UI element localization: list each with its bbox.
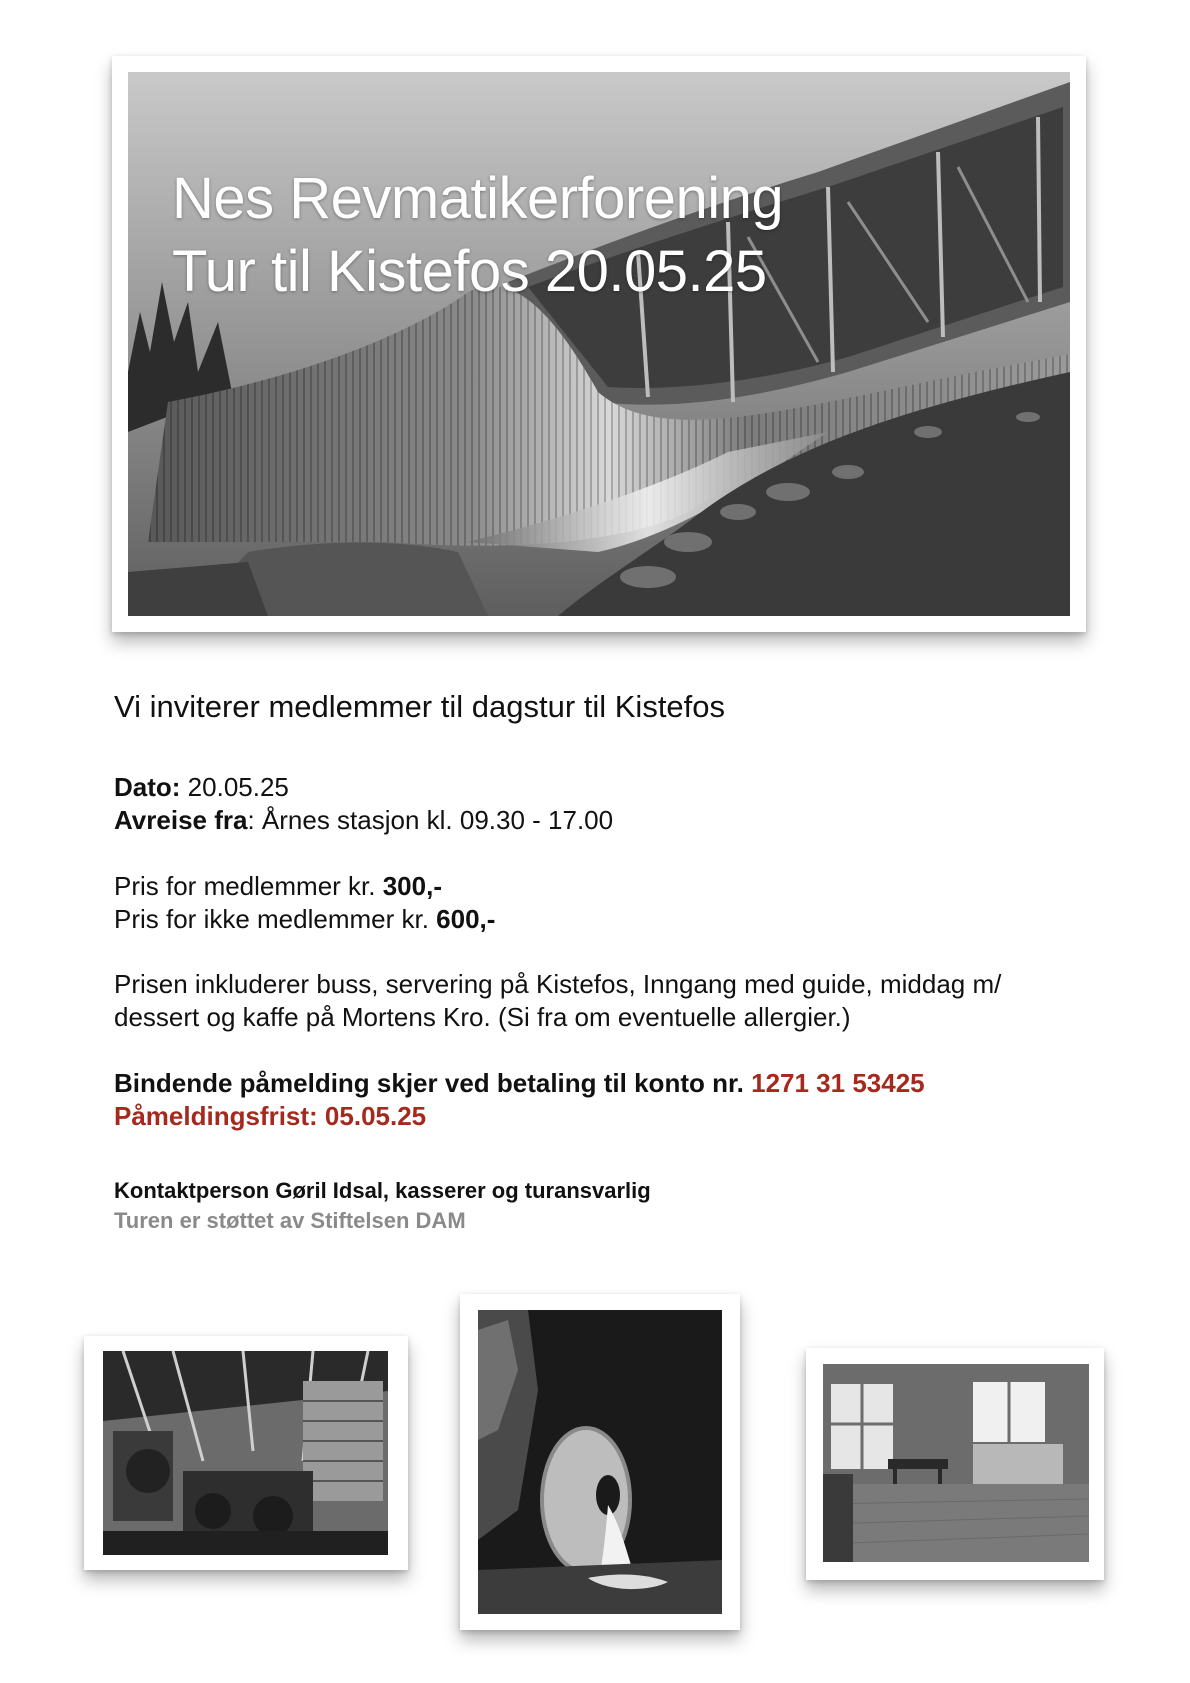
contact-person: Kontaktperson Gøril Idsal, kasserer og turansvarlig [114, 1178, 651, 1203]
intro-text: Vi inviterer medlemmer til dagstur til Kistefos [114, 689, 726, 724]
nonmembers-price-text: Pris for ikke medlemmer kr. [114, 904, 437, 934]
hero-title [172, 162, 783, 308]
account-number: 1271 31 53425 [751, 1068, 925, 1098]
mill-photo-frame [84, 1336, 408, 1570]
millstone-waterfall-sculpture-photo [478, 1310, 722, 1614]
date-label: Dato: [114, 772, 181, 802]
twist-bridge-museum-photo [128, 72, 1070, 616]
kitchen-illustration [823, 1364, 1089, 1562]
registration [114, 1067, 1094, 1133]
nonmembers-price-line [114, 903, 1094, 936]
contact-info [114, 1176, 1094, 1236]
date-value: 20.05.25 [187, 772, 289, 802]
registration-deadline: Påmeldingsfrist: 05.05.25 [114, 1101, 427, 1131]
includes-line2: dessert og kaffe på Mortens Kro. (Si fra om eventuelle allergier.) [114, 1002, 851, 1032]
sculpture-illustration [478, 1310, 722, 1614]
trip-details [114, 771, 1094, 837]
hero-title-line2: Tur til Kistefos 20.05.25 [172, 239, 767, 304]
includes-line1: Prisen inkluderer buss, servering på Kistefos, Inngang med guide, middag m/ [114, 969, 1002, 999]
sculpture-photo-frame [460, 1294, 740, 1630]
members-price-line [114, 870, 1094, 903]
kitchen-photo-frame [806, 1348, 1104, 1580]
mill-illustration [103, 1351, 388, 1555]
members-price-text: Pris for medlemmer kr. [114, 871, 383, 901]
departure-line [114, 804, 1094, 837]
historic-kitchen-interior-photo [823, 1364, 1089, 1562]
prices [114, 870, 1094, 936]
sponsor-note: Turen er støttet av Stiftelsen DAM [114, 1208, 466, 1233]
departure-label: Avreise fra [114, 805, 248, 835]
date-line [114, 771, 1094, 804]
hero-title-line1: Nes Revmatikerforening [172, 166, 784, 231]
hero-photo-frame [112, 56, 1086, 632]
bridge-illustration [128, 72, 1070, 616]
nonmembers-price: 600,- [436, 904, 496, 934]
members-price: 300,- [382, 871, 442, 901]
industrial-mill-interior-photo [103, 1351, 388, 1555]
departure-value: : Årnes stasjon kl. 09.30 - 17.00 [247, 805, 614, 835]
price-includes [114, 968, 1094, 1034]
binding-registration-line [114, 1067, 1094, 1100]
binding-text: Bindende påmelding skjer ved betaling til konto nr. [114, 1068, 752, 1098]
